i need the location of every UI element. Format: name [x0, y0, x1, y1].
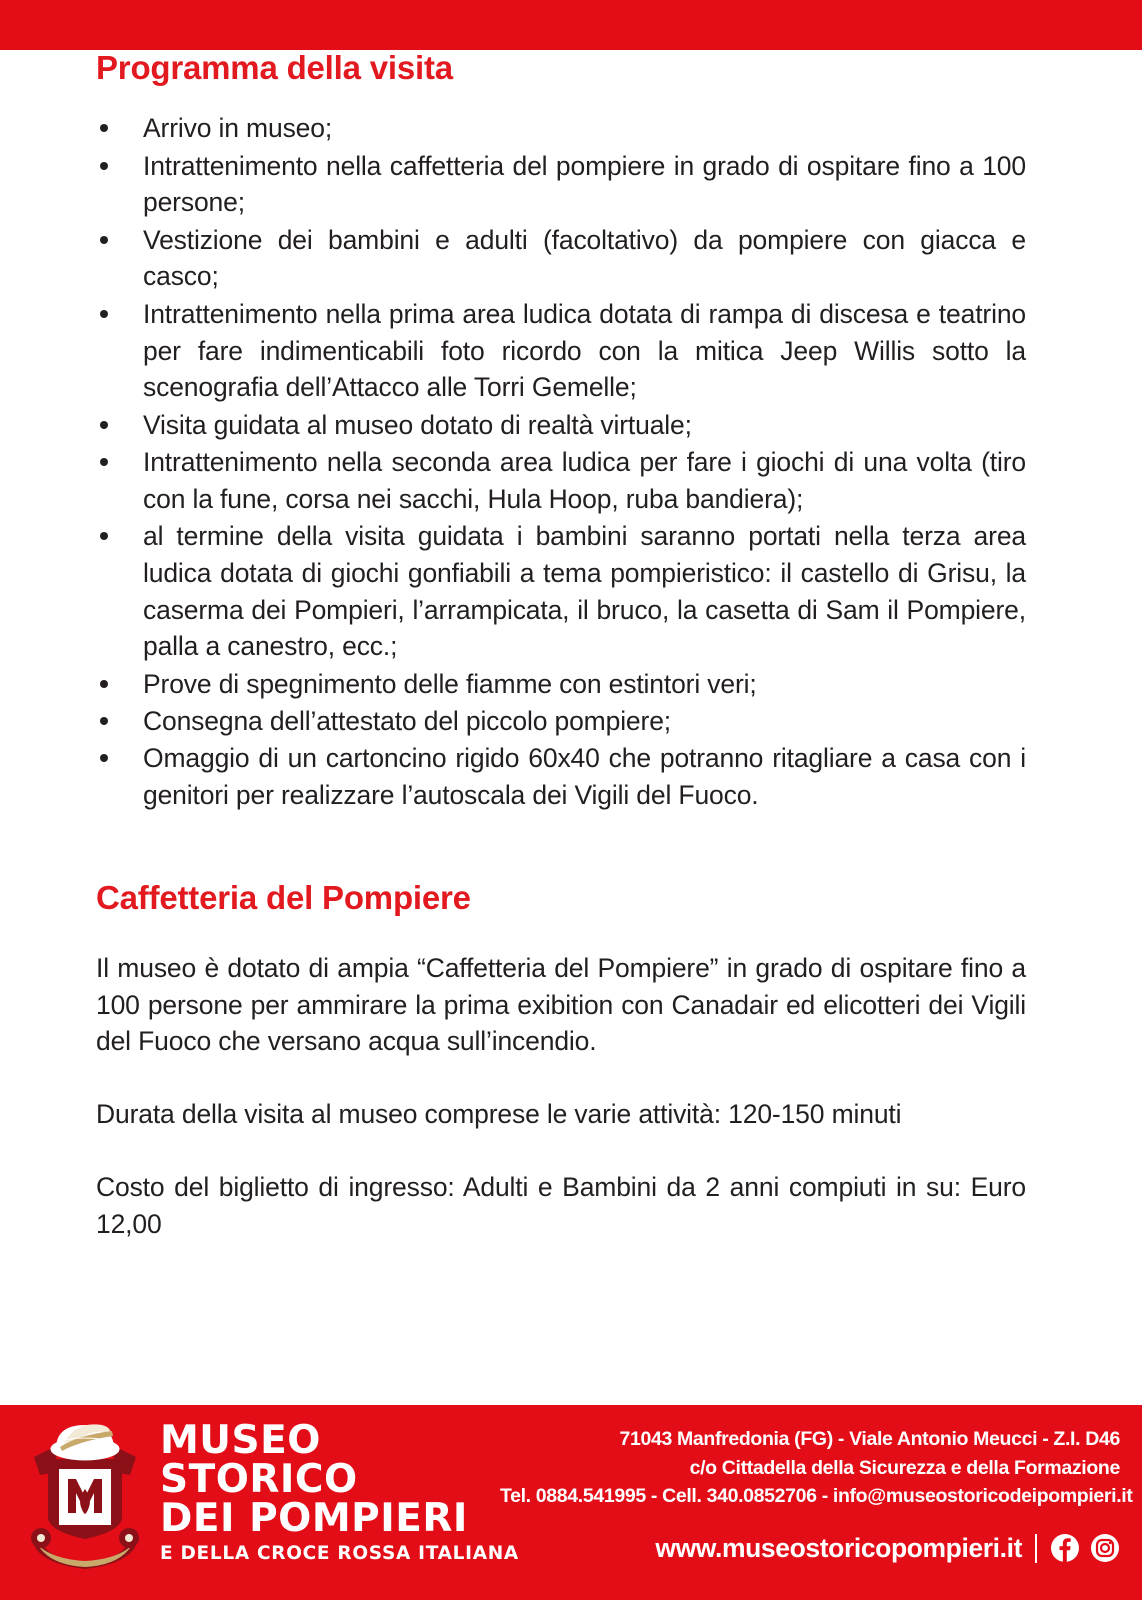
list-item-text: Intrattenimento nella caffetteria del pompiere in grado di ospitare fino a 100 persone; [143, 150, 1026, 218]
footer-banner [0, 1405, 1142, 1600]
bullet-icon [100, 717, 108, 725]
logo-line-dei-pompieri: DEI POMPIERI [160, 1495, 468, 1541]
list-item [96, 703, 1026, 740]
list-item-text: Arrivo in museo; [143, 113, 333, 144]
list-item [96, 222, 1026, 296]
logo-line-storico: STORICO [160, 1456, 358, 1502]
paragraph-caffetteria: Il museo è dotato di ampia “Caffetteria del Pompiere” in grado di ospitare fino a 100 persone per ammirare la prima exibition con Canadair ed elicotteri dei Vigili del Fuoco che versano acqua sull’incendio. [96, 952, 1026, 1057]
bullet-icon [100, 754, 108, 762]
list-item-text: al termine della visita guidata i bambini saranno portati nella terza area ludica dotata di giochi gonfiabili a tema pompieristico: il castello di Grisu, la caserma dei Pompieri, l’arrampicata, il bruco, la casetta di Sam il Pompiere, palla a canestro, ecc.; [143, 521, 1026, 662]
bullet-icon [100, 532, 108, 540]
document-body [0, 50, 1142, 1405]
museum-logo [26, 1413, 519, 1573]
list-item-text: Intrattenimento nella prima area ludica dotata di rampa di discesa e teatrino per fare indimenticabili foto ricordo con la mitica Jeep Willis sotto la scenografia dell’Attacco alle Torri Gemelle; [143, 298, 1026, 403]
list-item-text: Visita guidata al museo dotato di realtà virtuale; [143, 409, 692, 440]
list-item [96, 518, 1026, 665]
list-item [96, 740, 1026, 814]
bullet-icon [100, 458, 108, 466]
footer-contact-info [500, 1425, 1133, 1564]
paragraph-costo: Costo del biglietto di ingresso: Adulti e Bambini da 2 anni compiuti in su: Euro 12,00 [96, 1171, 1026, 1239]
bullet-icon [100, 421, 108, 429]
list-item [96, 148, 1026, 222]
spacer [96, 1060, 1026, 1096]
page-title: Programma della visita [96, 49, 453, 86]
bullet-icon [100, 680, 108, 688]
spacer [96, 1133, 1026, 1169]
divider [1035, 1534, 1037, 1563]
top-red-band [0, 0, 1142, 50]
list-item-text: Intrattenimento nella seconda area ludica per fare i giochi di una volta (tiro con la fune, corsa nei sacchi, Hula Hoop, ruba bandiera); [143, 446, 1026, 514]
logo-tagline: E DELLA CROCE ROSSA ITALIANA [160, 1542, 519, 1564]
bullet-icon [100, 162, 108, 170]
program-list [96, 110, 1026, 814]
website-row [500, 1533, 1120, 1564]
list-item-text: Prove di spegnimento delle fiamme con estintori veri; [143, 668, 757, 699]
bullet-icon [100, 310, 108, 318]
spacer [96, 917, 1026, 950]
bullet-icon [100, 124, 108, 132]
contact-care-of: c/o Cittadella della Sicurezza e della Formazione [689, 1456, 1120, 1479]
list-item [96, 296, 1026, 406]
website-link[interactable]: www.museostoricopompieri.it [655, 1532, 1022, 1563]
facebook-icon[interactable] [1050, 1533, 1080, 1563]
list-item [96, 407, 1026, 444]
list-item [96, 666, 1026, 703]
firefighter-crest-icon [26, 1413, 144, 1573]
paragraph-durata: Durata della visita al museo comprese le varie attività: 120-150 minuti [96, 1099, 902, 1130]
logo-wordmark [160, 1417, 519, 1566]
bullet-icon [100, 236, 108, 244]
logo-line-museo: MUSEO [160, 1417, 321, 1463]
list-item-text: Consegna dell’attestato del piccolo pompiere; [143, 706, 671, 737]
spacer [96, 814, 1026, 880]
list-item-text: Vestizione dei bambini e adulti (facoltativo) da pompiere con giacca e casco; [143, 224, 1026, 292]
contact-address: 71043 Manfredonia (FG) - Viale Antonio Meucci - Z.I. D46 [619, 1428, 1120, 1450]
content-column [96, 50, 1026, 1243]
list-item [96, 110, 1026, 147]
list-item [96, 444, 1026, 518]
section-title-caffetteria: Caffetteria del Pompiere [96, 879, 471, 917]
spacer [96, 86, 1026, 110]
instagram-icon[interactable] [1090, 1533, 1120, 1563]
contact-phone-email: Tel. 0884.541995 - Cell. 340.0852706 - info@museostoricodeipompieri.it [500, 1485, 1133, 1507]
list-item-text: Omaggio di un cartoncino rigido 60x40 che potranno ritagliare a casa con i genitori per realizzare l’autoscala dei Vigili del Fuoco. [143, 743, 1026, 811]
